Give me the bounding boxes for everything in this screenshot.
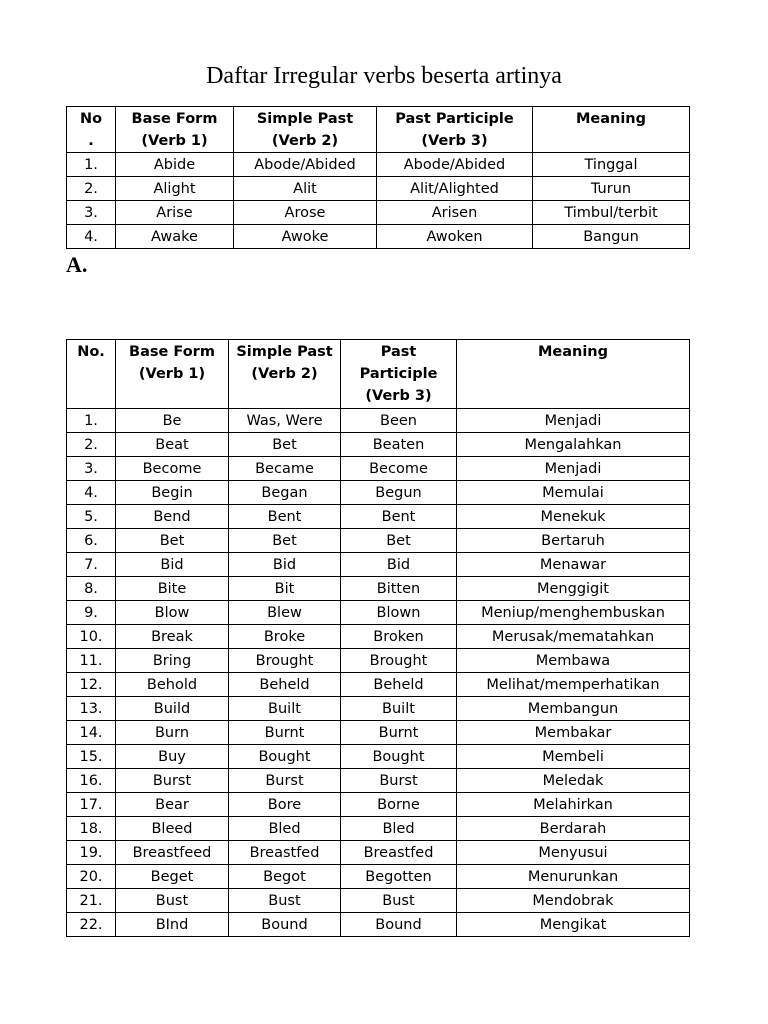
table-row — [67, 649, 690, 673]
cell-simple-past: Brought — [229, 649, 341, 673]
cell-base-form: Become — [116, 457, 229, 481]
table-row — [67, 841, 690, 865]
cell-past-participle: Bid — [341, 553, 457, 577]
table-row — [67, 793, 690, 817]
cell-meaning: Melihat/memperhatikan — [457, 673, 690, 697]
cell-simple-past: Abode/Abided — [234, 153, 377, 177]
cell-meaning: Membeli — [457, 745, 690, 769]
cell-meaning: Menyusui — [457, 841, 690, 865]
cell-simple-past: Arose — [234, 201, 377, 225]
cell-past-participle: Bitten — [341, 577, 457, 601]
table-header-row — [67, 107, 690, 153]
cell-past-participle: Bought — [341, 745, 457, 769]
cell-simple-past: Bet — [229, 433, 341, 457]
cell-meaning: Meniup/menghembuskan — [457, 601, 690, 625]
cell-simple-past: Blew — [229, 601, 341, 625]
table-row — [67, 673, 690, 697]
cell-base-form: Bring — [116, 649, 229, 673]
cell-simple-past: Burst — [229, 769, 341, 793]
column-header-simple-past: Simple Past (Verb 2) — [229, 340, 341, 409]
cell-meaning: Menekuk — [457, 505, 690, 529]
table-row — [67, 457, 690, 481]
cell-past-participle: Built — [341, 697, 457, 721]
table-row — [67, 817, 690, 841]
cell-meaning: Berdarah — [457, 817, 690, 841]
cell-no: 7. — [67, 553, 116, 577]
table-row — [67, 577, 690, 601]
cell-no: 1. — [67, 409, 116, 433]
cell-simple-past: Bid — [229, 553, 341, 577]
cell-simple-past: Bet — [229, 529, 341, 553]
cell-meaning: Membakar — [457, 721, 690, 745]
cell-meaning: Melahirkan — [457, 793, 690, 817]
column-header-meaning: Meaning — [533, 107, 690, 153]
cell-base-form: Bid — [116, 553, 229, 577]
cell-meaning: Timbul/terbit — [533, 201, 690, 225]
cell-base-form: Build — [116, 697, 229, 721]
cell-simple-past: Bit — [229, 577, 341, 601]
cell-base-form: Buy — [116, 745, 229, 769]
table-row — [67, 865, 690, 889]
cell-simple-past: Bore — [229, 793, 341, 817]
cell-past-participle: Abode/Abided — [377, 153, 533, 177]
table-row — [67, 153, 690, 177]
table-row — [67, 553, 690, 577]
cell-base-form: Burst — [116, 769, 229, 793]
cell-no: 2. — [67, 433, 116, 457]
table-row — [67, 625, 690, 649]
table-row — [67, 529, 690, 553]
cell-no: 12. — [67, 673, 116, 697]
cell-base-form: Awake — [116, 225, 234, 249]
cell-meaning: Mendobrak — [457, 889, 690, 913]
cell-base-form: Bear — [116, 793, 229, 817]
cell-base-form: Bend — [116, 505, 229, 529]
table-row — [67, 505, 690, 529]
cell-meaning: Meledak — [457, 769, 690, 793]
column-header-no: No . — [67, 107, 116, 153]
cell-simple-past: Bent — [229, 505, 341, 529]
cell-simple-past: Bought — [229, 745, 341, 769]
cell-past-participle: Bent — [341, 505, 457, 529]
column-header-meaning: Meaning — [457, 340, 690, 409]
cell-meaning: Menggigit — [457, 577, 690, 601]
table-row — [67, 889, 690, 913]
cell-past-participle: Blown — [341, 601, 457, 625]
cell-no: 22. — [67, 913, 116, 937]
cell-past-participle: Burnt — [341, 721, 457, 745]
cell-simple-past: Burnt — [229, 721, 341, 745]
cell-simple-past: Built — [229, 697, 341, 721]
cell-simple-past: Breastfed — [229, 841, 341, 865]
cell-no: 2. — [67, 177, 116, 201]
cell-no: 15. — [67, 745, 116, 769]
cell-meaning: Mengikat — [457, 913, 690, 937]
cell-past-participle: Borne — [341, 793, 457, 817]
cell-base-form: Begin — [116, 481, 229, 505]
cell-no: 19. — [67, 841, 116, 865]
cell-simple-past: Was, Were — [229, 409, 341, 433]
cell-no: 3. — [67, 457, 116, 481]
cell-base-form: Blow — [116, 601, 229, 625]
cell-no: 11. — [67, 649, 116, 673]
cell-meaning: Mengalahkan — [457, 433, 690, 457]
cell-meaning: Membangun — [457, 697, 690, 721]
table-row — [67, 177, 690, 201]
cell-meaning: Memulai — [457, 481, 690, 505]
table-row — [67, 201, 690, 225]
cell-base-form: Abide — [116, 153, 234, 177]
cell-base-form: Bet — [116, 529, 229, 553]
cell-past-participle: Become — [341, 457, 457, 481]
cell-no: 1. — [67, 153, 116, 177]
table-row — [67, 225, 690, 249]
table-header-row — [67, 340, 690, 409]
cell-no: 8. — [67, 577, 116, 601]
cell-base-form: Alight — [116, 177, 234, 201]
table-row — [67, 409, 690, 433]
cell-base-form: Behold — [116, 673, 229, 697]
cell-base-form: Beat — [116, 433, 229, 457]
cell-meaning: Menurunkan — [457, 865, 690, 889]
cell-simple-past: Bled — [229, 817, 341, 841]
cell-past-participle: Bet — [341, 529, 457, 553]
cell-past-participle: Bound — [341, 913, 457, 937]
cell-meaning: Merusak/mematahkan — [457, 625, 690, 649]
cell-no: 5. — [67, 505, 116, 529]
cell-meaning: Bertaruh — [457, 529, 690, 553]
cell-past-participle: Bled — [341, 817, 457, 841]
cell-no: 14. — [67, 721, 116, 745]
cell-past-participle: Bust — [341, 889, 457, 913]
cell-past-participle: Alit/Alighted — [377, 177, 533, 201]
cell-base-form: Burn — [116, 721, 229, 745]
table-row — [67, 721, 690, 745]
cell-simple-past: Bust — [229, 889, 341, 913]
cell-no: 17. — [67, 793, 116, 817]
column-header-simple-past: Simple Past (Verb 2) — [234, 107, 377, 153]
cell-past-participle: Arisen — [377, 201, 533, 225]
cell-simple-past: Began — [229, 481, 341, 505]
cell-no: 16. — [67, 769, 116, 793]
cell-past-participle: Burst — [341, 769, 457, 793]
cell-past-participle: Beaten — [341, 433, 457, 457]
cell-meaning: Membawa — [457, 649, 690, 673]
page-title: Daftar Irregular verbs beserta artinya — [206, 63, 562, 89]
cell-meaning: Menjadi — [457, 409, 690, 433]
column-header-base-form: Base Form (Verb 1) — [116, 107, 234, 153]
cell-simple-past: Alit — [234, 177, 377, 201]
cell-no: 3. — [67, 201, 116, 225]
cell-past-participle: Been — [341, 409, 457, 433]
cell-simple-past: Awoke — [234, 225, 377, 249]
cell-past-participle: Broken — [341, 625, 457, 649]
cell-no: 10. — [67, 625, 116, 649]
irregular-verbs-table-intro — [66, 106, 690, 249]
column-header-past-participle: Past Participle (Verb 3) — [377, 107, 533, 153]
table-row — [67, 913, 690, 937]
cell-base-form: Break — [116, 625, 229, 649]
cell-base-form: Bust — [116, 889, 229, 913]
cell-no: 13. — [67, 697, 116, 721]
section-label: A. — [66, 252, 88, 277]
cell-simple-past: Broke — [229, 625, 341, 649]
table-row — [67, 433, 690, 457]
cell-no: 4. — [67, 225, 116, 249]
cell-base-form: Bite — [116, 577, 229, 601]
cell-meaning: Bangun — [533, 225, 690, 249]
column-header-past-participle: Past Participle (Verb 3) — [341, 340, 457, 409]
table-row — [67, 697, 690, 721]
cell-no: 20. — [67, 865, 116, 889]
table-row — [67, 745, 690, 769]
cell-meaning: Turun — [533, 177, 690, 201]
cell-meaning: Menjadi — [457, 457, 690, 481]
cell-no: 21. — [67, 889, 116, 913]
cell-base-form: Bleed — [116, 817, 229, 841]
irregular-verbs-table-b — [66, 339, 690, 937]
cell-base-form: Beget — [116, 865, 229, 889]
cell-simple-past: Bound — [229, 913, 341, 937]
cell-meaning: Tinggal — [533, 153, 690, 177]
cell-simple-past: Became — [229, 457, 341, 481]
table-row — [67, 601, 690, 625]
table-row — [67, 769, 690, 793]
cell-base-form: Arise — [116, 201, 234, 225]
table-row — [67, 481, 690, 505]
cell-no: 18. — [67, 817, 116, 841]
cell-past-participle: Begotten — [341, 865, 457, 889]
cell-simple-past: Beheld — [229, 673, 341, 697]
cell-past-participle: Brought — [341, 649, 457, 673]
cell-no: 9. — [67, 601, 116, 625]
cell-past-participle: Begun — [341, 481, 457, 505]
cell-base-form: Breastfeed — [116, 841, 229, 865]
cell-no: 4. — [67, 481, 116, 505]
column-header-no: No. — [67, 340, 116, 409]
cell-meaning: Menawar — [457, 553, 690, 577]
cell-past-participle: Breastfed — [341, 841, 457, 865]
cell-past-participle: Awoken — [377, 225, 533, 249]
cell-simple-past: Begot — [229, 865, 341, 889]
cell-past-participle: Beheld — [341, 673, 457, 697]
cell-base-form: BInd — [116, 913, 229, 937]
cell-base-form: Be — [116, 409, 229, 433]
cell-no: 6. — [67, 529, 116, 553]
column-header-base-form: Base Form (Verb 1) — [116, 340, 229, 409]
